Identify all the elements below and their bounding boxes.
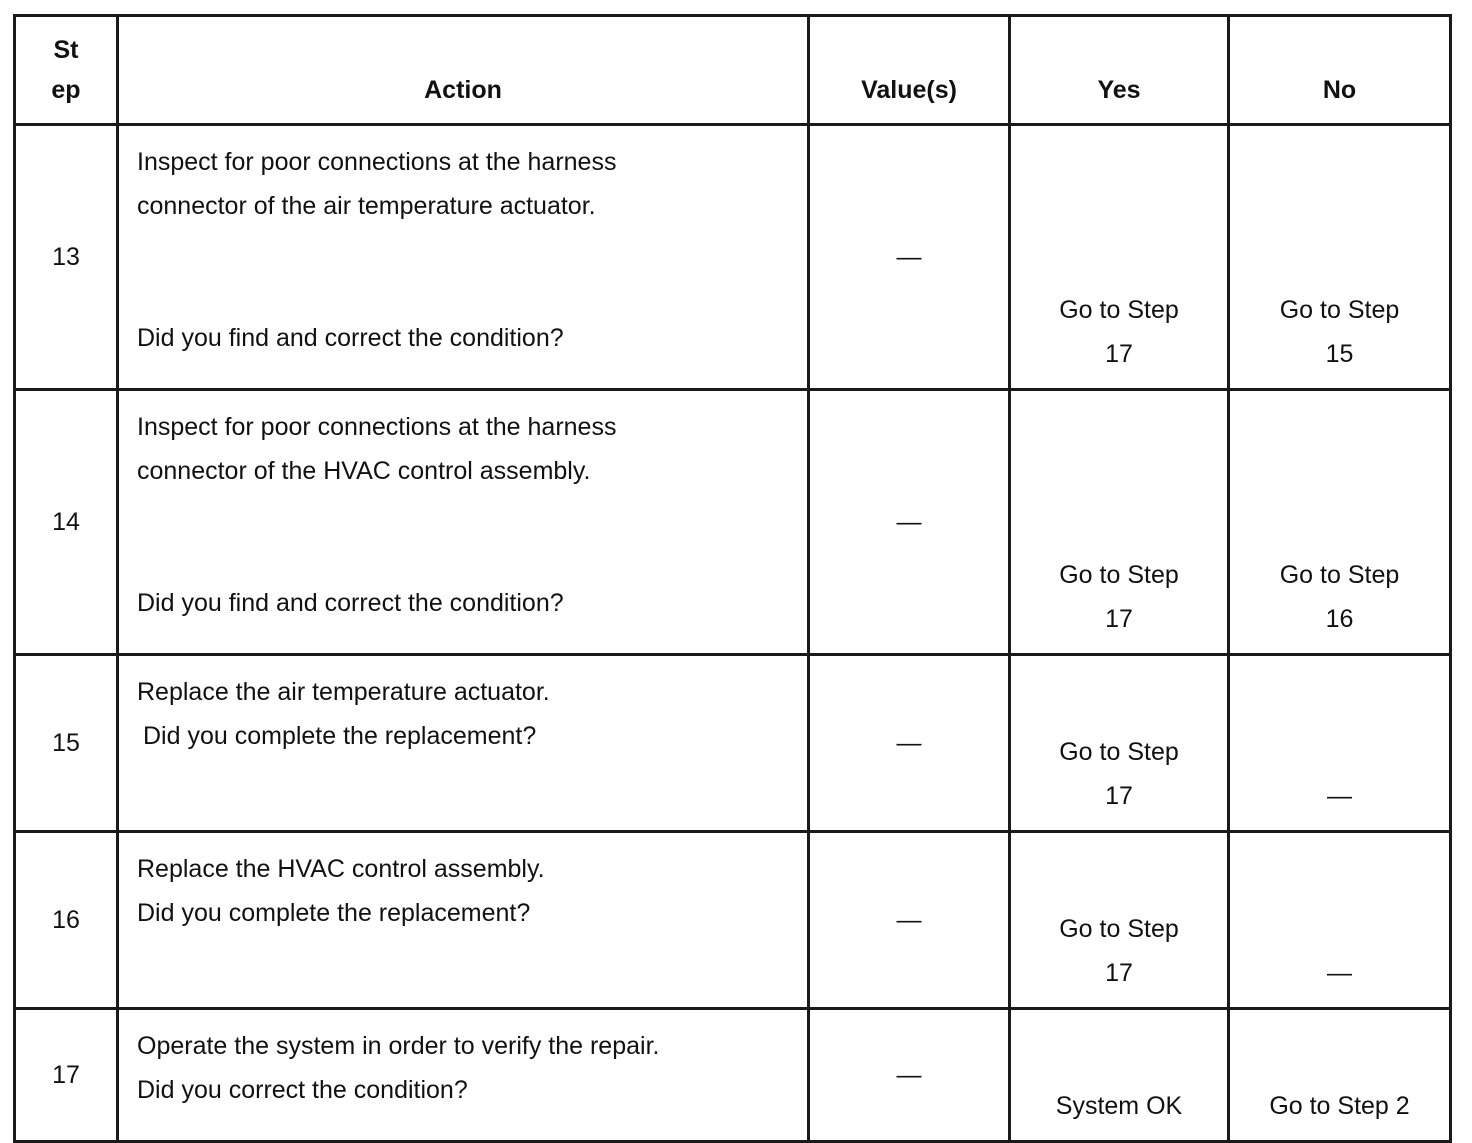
- action-cell: [118, 1009, 809, 1142]
- value-cell: —: [809, 655, 1010, 832]
- yes-line1: Go to Step: [1059, 561, 1179, 589]
- action-text-line2: connector of the air temperature actuator.: [137, 192, 596, 220]
- yes-line2: 17: [1105, 782, 1133, 810]
- action-text-line1: Operate the system in order to verify the repair.: [137, 1032, 660, 1060]
- action-question: Did you complete the replacement?: [137, 899, 531, 927]
- no-cell: [1229, 125, 1451, 390]
- yes-line1: Go to Step: [1059, 915, 1179, 943]
- action-text-line1: Inspect for poor connections at the harness: [137, 413, 617, 441]
- no-cell: [1229, 1009, 1451, 1142]
- action-question: Did you correct the condition?: [137, 1076, 468, 1104]
- yes-line1: Go to Step: [1059, 296, 1179, 324]
- step-number: 17: [15, 1009, 118, 1142]
- yes-cell: [1010, 655, 1229, 832]
- action-text-line2: connector of the HVAC control assembly.: [137, 457, 591, 485]
- action-question: Did you complete the replacement?: [143, 722, 537, 750]
- no-line2: 15: [1325, 340, 1354, 368]
- value-cell: —: [809, 390, 1010, 655]
- action-cell: [118, 832, 809, 1009]
- action-cell: [118, 655, 809, 832]
- yes-line2: 17: [1105, 340, 1133, 368]
- diagnostic-table: [13, 14, 1452, 1143]
- action-text-line1: Replace the HVAC control assembly.: [137, 855, 545, 883]
- yes-cell: [1010, 125, 1229, 390]
- yes-cell: [1010, 832, 1229, 1009]
- action-question: Did you find and correct the condition?: [137, 589, 564, 617]
- yes-cell: [1010, 390, 1229, 655]
- step-number: 13: [15, 125, 118, 390]
- no-cell: [1229, 390, 1451, 655]
- yes-cell: [1010, 1009, 1229, 1142]
- no-column-header: No: [1229, 16, 1451, 125]
- header-row: [15, 16, 1451, 125]
- action-cell: [118, 390, 809, 655]
- action-question: Did you find and correct the condition?: [137, 324, 564, 352]
- action-cell: [118, 125, 809, 390]
- value-cell: —: [809, 832, 1010, 1009]
- table-row-step-15: [15, 655, 1451, 832]
- no-line1: —: [1327, 782, 1352, 810]
- yes-column-header: Yes: [1010, 16, 1229, 125]
- value-cell: —: [809, 125, 1010, 390]
- yes-line1: Go to Step: [1059, 738, 1179, 766]
- action-text-line1: Inspect for poor connections at the harness: [137, 148, 617, 176]
- no-line1: Go to Step 2: [1269, 1092, 1410, 1120]
- no-line2: 16: [1325, 605, 1354, 633]
- no-cell: [1229, 832, 1451, 1009]
- no-line1: Go to Step: [1279, 296, 1400, 324]
- step-number: 16: [15, 832, 118, 1009]
- no-line1: Go to Step: [1279, 561, 1400, 589]
- table-row-step-13: [15, 125, 1451, 390]
- no-cell: [1229, 655, 1451, 832]
- no-line1: —: [1327, 959, 1352, 987]
- table-row-step-14: [15, 390, 1451, 655]
- step-header-line1: St: [53, 36, 79, 64]
- yes-line2: 17: [1105, 959, 1133, 987]
- step-number: 14: [15, 390, 118, 655]
- table-row-step-16: [15, 832, 1451, 1009]
- value-cell: —: [809, 1009, 1010, 1142]
- values-column-header: Value(s): [809, 16, 1010, 125]
- yes-line1: System OK: [1055, 1092, 1183, 1120]
- step-header-line2: ep: [51, 76, 81, 104]
- yes-line2: 17: [1105, 605, 1133, 633]
- action-text-line1: Replace the air temperature actuator.: [137, 678, 550, 706]
- step-column-header: [15, 16, 118, 125]
- action-column-header: Action: [118, 16, 809, 125]
- table-row-step-17: [15, 1009, 1451, 1142]
- step-number: 15: [15, 655, 118, 832]
